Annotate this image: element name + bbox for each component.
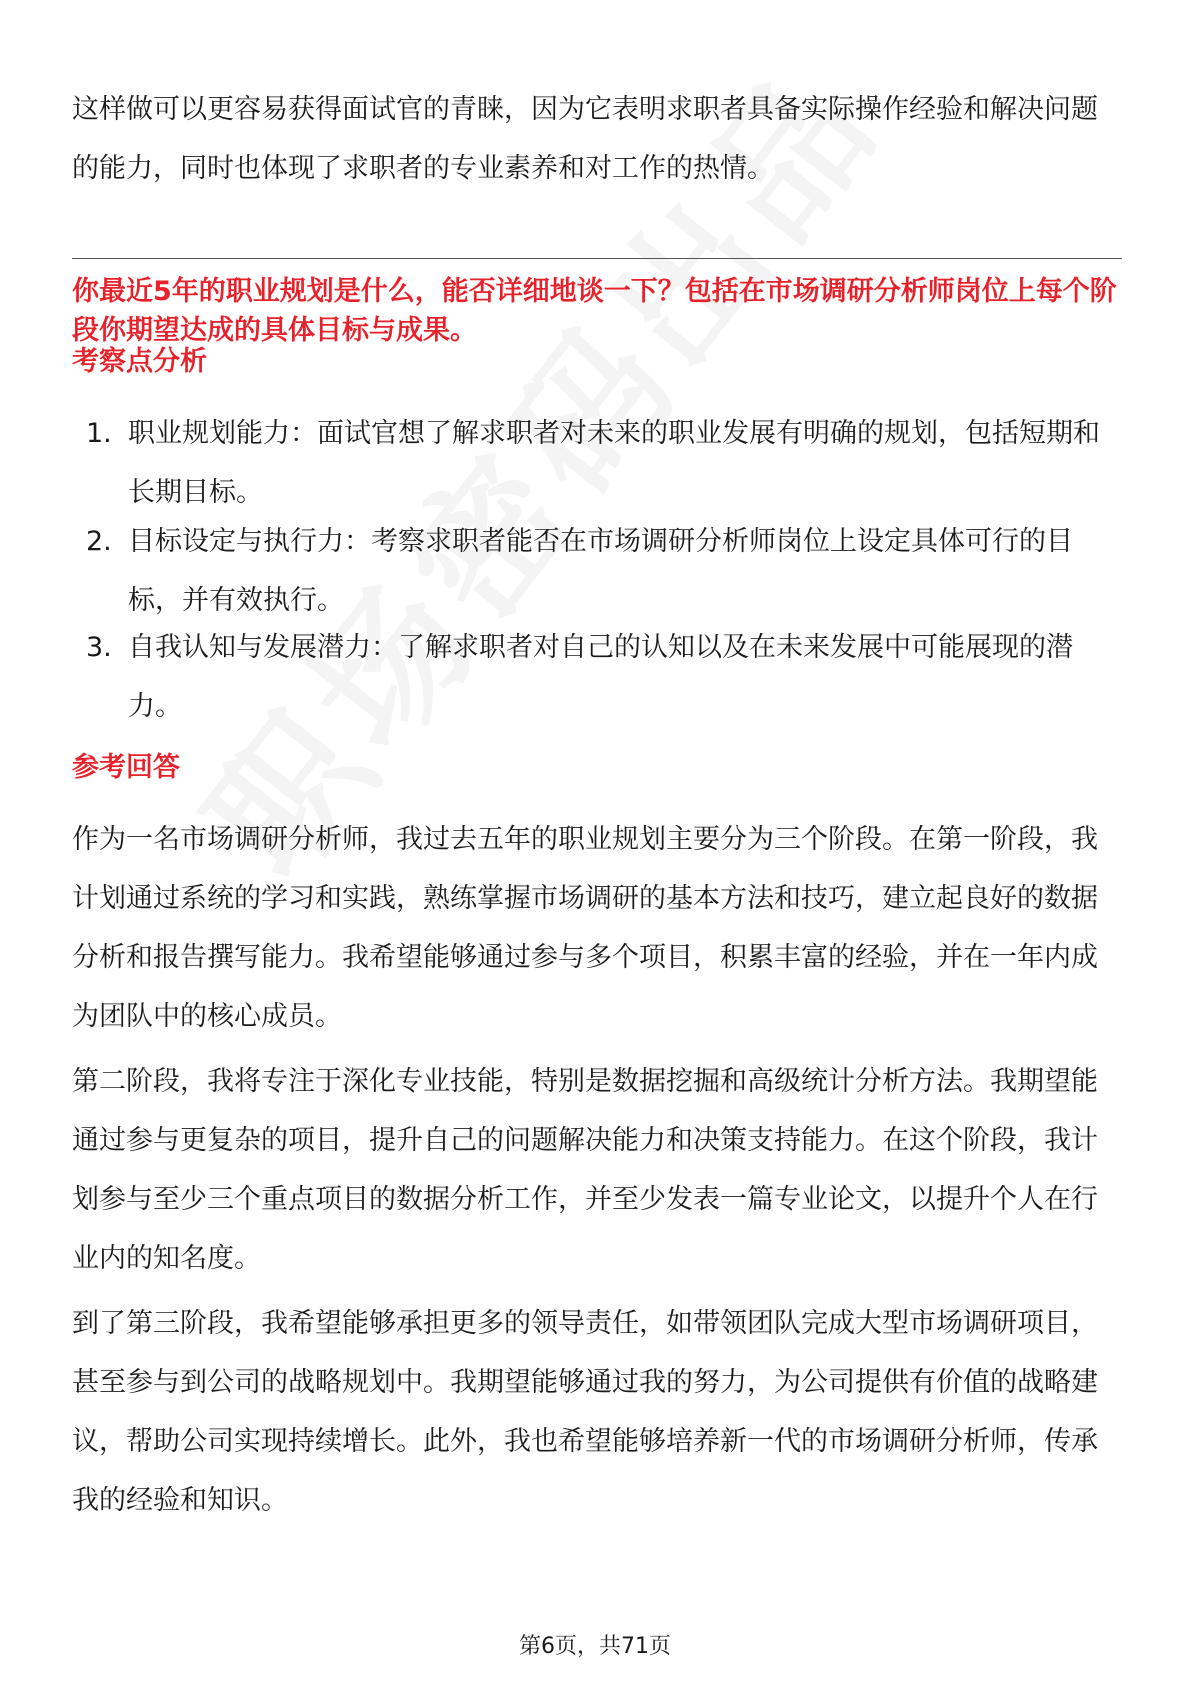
answer-paragraph-2: 第二阶段，我将专注于深化专业技能，特别是数据挖掘和高级统计分析方法。我期望能通过参与更复杂的项目，提升自己的问题解决能力和决策支持能力。在这个阶段，我计划参与至少三个重点项目的数据分析工作，并至少发表一篇专业论文，以提升个人在行业内的知名度。 [72, 1066, 1098, 1274]
section-divider [72, 258, 1122, 259]
answer-paragraph-1: 作为一名市场调研分析师，我过去五年的职业规划主要分为三个阶段。在第一阶段，我计划通过系统的学习和实践，熟练掌握市场调研的基本方法和技巧，建立起良好的数据分析和报告撰写能力。我希望能够通过参与多个项目，积累丰富的经验，并在一年内成为团队中的核心成员。 [72, 824, 1098, 1032]
interview-question: 你最近5年的职业规划是什么，能否详细地谈一下？包括在市场调研分析师岗位上每个阶段你期望达成的具体目标与成果。 [72, 276, 1117, 346]
analysis-item [86, 404, 1122, 522]
answer-heading: 参考回答 [72, 752, 180, 783]
list-number: 2. [86, 526, 112, 557]
intro-paragraph: 这样做可以更容易获得面试官的青睐，因为它表明求职者具备实际操作经验和解决问题的能力，同时也体现了求职者的专业素养和对工作的热情。 [72, 94, 1098, 184]
page-number: 第6页，共71页 [519, 1634, 671, 1659]
analysis-heading: 考察点分析 [72, 346, 207, 377]
list-number: 1. [86, 418, 112, 449]
analysis-item [86, 618, 1122, 736]
list-number: 3. [86, 632, 112, 663]
list-text: 职业规划能力：面试官想了解求职者对未来的职业发展有明确的规划，包括短期和长期目标。 [128, 418, 1100, 508]
list-text: 自我认知与发展潜力：了解求职者对自己的认知以及在未来发展中可能展现的潜力。 [128, 632, 1073, 722]
answer-paragraph-3: 到了第三阶段，我希望能够承担更多的领导责任，如带领团队完成大型市场调研项目，甚至参与到公司的战略规划中。我期望能够通过我的努力，为公司提供有价值的战略建议，帮助公司实现持续增长。此外，我也希望能够培养新一代的市场调研分析师，传承我的经验和知识。 [72, 1308, 1098, 1516]
list-text: 目标设定与执行力：考察求职者能否在市场调研分析师岗位上设定具体可行的目标，并有效执行。 [128, 526, 1073, 616]
analysis-item [86, 512, 1122, 630]
